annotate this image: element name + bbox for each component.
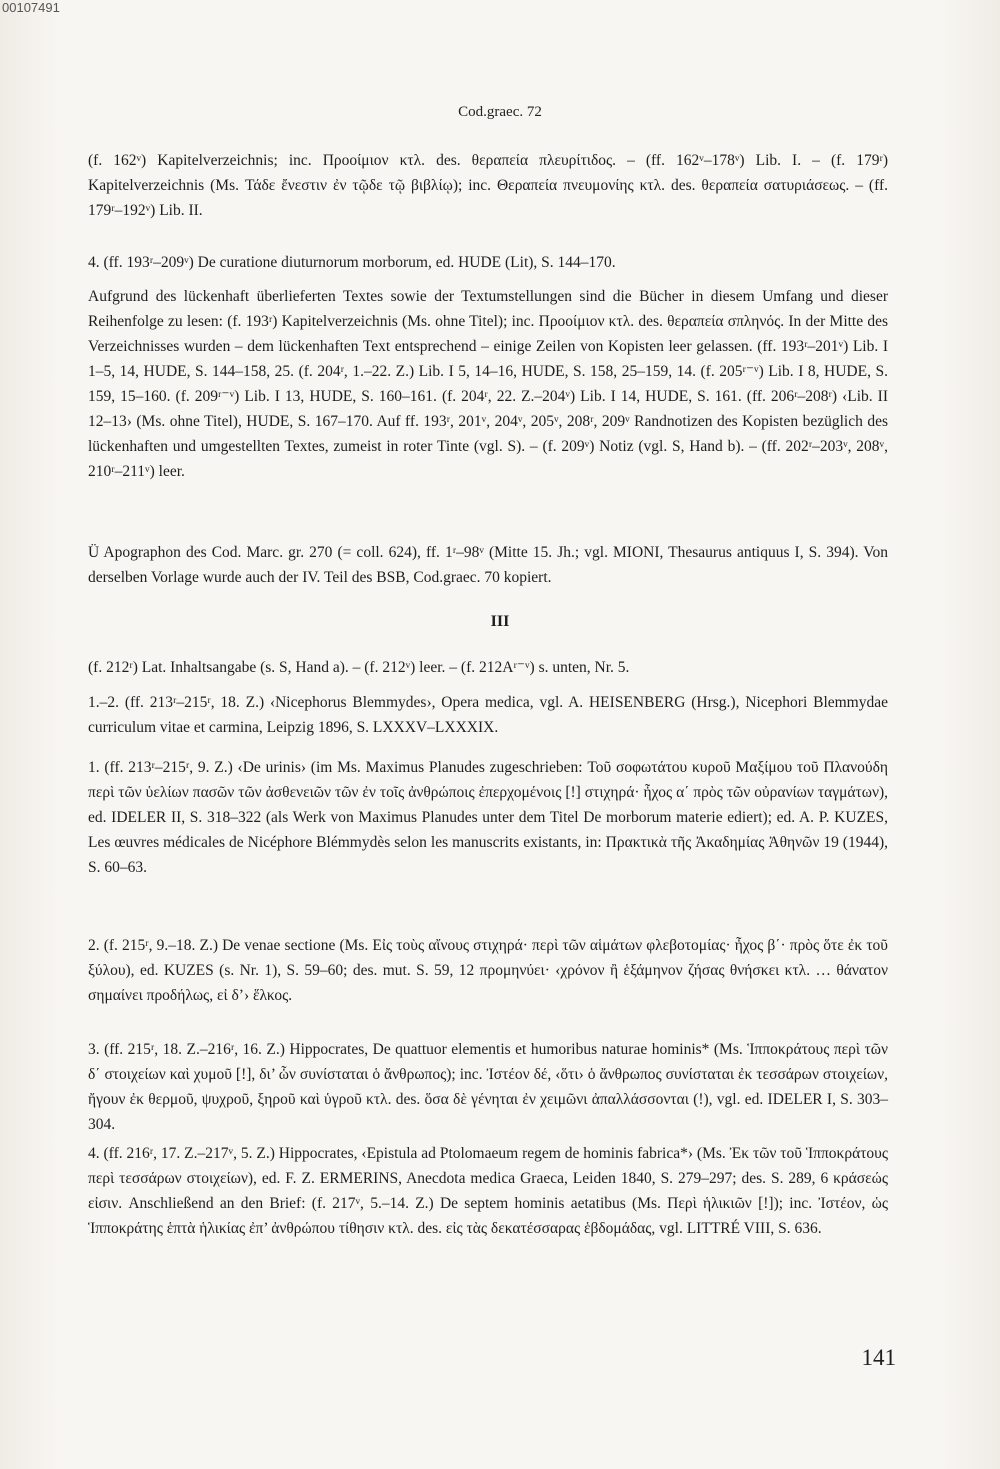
paragraph-hippocrates-epistula: 4. (ff. 216ʳ, 17. Z.–217ᵛ, 5. Z.) Hippocrates, ‹Epistula ad Ptolomaeum regem de hominis fabrica*› (Ms. Ἐκ τῶν τοῦ Ἱπποκράτους περὶ τεσσάρων στοιχείων), ed. F. Z. ERMERINS, Anecdota medica Graeca, Leiden 1840, S. 279–297; des. S. 289, 6 κράσεώς εἰσιν. Anschließend an den Brief: (f. 217ᵛ, 5.–14. Z.) De septem hominis aetatibus (Ms. Περὶ ἡλικιῶν [!]); inc. Ἰστέον, ὡς Ἱπποκράτης ἑπτὰ ἡλικίας ἐπ’ ἀνθρώπου τίθησιν κτλ. des. εἰς τὰς δεκατέσσαρας ἑβδομάδας, vgl. LITTRÉ VIII, S. 636.	[88, 1145, 888, 1237]
page-number: 141	[861, 1345, 896, 1370]
paragraph-hippocrates-elementis: 3. (ff. 215ʳ, 18. Z.–216ʳ, 16. Z.) Hippocrates, De quattuor elementis et humoribus naturae hominis* (Ms. Ἱπποκράτους περὶ τῶν δ΄ στοιχείων καὶ χυμοῦ [!], δι’ ὧν συνίσταται ὁ ἄνθρωπος); inc. Ἰστέον δέ, ‹ὅτι› ὁ ἄνθρωπος συνίσταται ἐκ τεσσάρων στοιχείων, ἤγουν ἐκ θερμοῦ, ψυχροῦ, ξηροῦ καὶ ὑγροῦ κτλ. des. ὅσα δὲ γένηται ἐν χειμῶνι ἀπαλλάσσονται (!), vgl. ed. IDELER I, S. 303–304.	[88, 1041, 888, 1133]
paragraph-item-4: 4. (ff. 193ʳ–209ᵛ) De curatione diuturnorum morborum, ed. HUDE (Lit), S. 144–170.	[88, 254, 616, 271]
paragraph-inhaltsangabe: (f. 212ʳ) Lat. Inhaltsangabe (s. S, Hand a). – (f. 212ᵛ) leer. – (f. 212Aʳ⁻ᵛ) s. unten, Nr. 5.	[88, 659, 630, 676]
paragraph-de-venae-sectione: 2. (f. 215ʳ, 9.–18. Z.) De venae sectione (Ms. Εἰς τοὺς αἴνους στιχηρά· περὶ τῶν αἱμάτων φλεβοτομίας· ἦχος β΄· πρὸς ὅτε ἐκ τοῦ ξύλου), ed. KUZES (s. Nr. 1), S. 59–60; des. mut. S. 59, 12 προμηνύει· ‹χρόνον ἢ ἑξάμηνον ζήσας θνήσκει κτλ. … θάνατον σημαίνει προδήλως, εἰ δ’› ἕλκος.	[88, 937, 888, 1004]
paragraph-apographon: Ü Apographon des Cod. Marc. gr. 270 (= coll. 624), ff. 1ʳ–98ᵛ (Mitte 15. Jh.; vgl. MIONI, Thesaurus antiquus I, S. 394). Von derselben Vorlage wurde auch der IV. Teil des BSB, Cod.graec. 70 kopiert.	[88, 544, 888, 586]
section-heading: III	[490, 613, 510, 630]
paragraph-de-urinis: 1. (ff. 213ʳ–215ʳ, 9. Z.) ‹De urinis› (im Ms. Maximus Planudes zugeschrieben: Τοῦ σοφωτάτου κυροῦ Μαξίμου τοῦ Πλανούδη περὶ τῶν ὑελίων πασῶν τῶν ἀσθενειῶν τῶν ἐν τοῖς ἀνθρώποις ἐπερχομένοις [!] στιχηρά· ἦχος α΄ πρὸς τῶν οὐρανίων ταγμάτων), ed. IDELER II, S. 318–322 (als Werk von Maximus Planudes unter dem Titel De morborum materie ediert); ed. A. P. KUZES, Les œuvres médicales de Nicéphore Blémmydès selon les manuscrits existants, in: Πρακτικὰ τῆς Ἀκαδημίας Ἀθηνῶν 19 (1944), S. 60–63.	[88, 759, 888, 876]
paragraph-aufgrund: Aufgrund des lückenhaft überlieferten Textes sowie der Textumstellungen sind die Bücher in diesem Umfang und dieser Reihenfolge zu lesen: (f. 193ʳ) Kapitelverzeichnis (Ms. ohne Titel); inc. Προοίμιον κτλ. des. θεραπεία σπληνός. In der Mitte des Verzeichnisses wurden – dem lückenhaften Text entsprechend – einige Zeilen von Kopisten leer gelassen. (ff. 193ʳ–201ᵛ) Lib. I 1–5, 14, HUDE, S. 144–158, 25. (f. 204ʳ, 1.–22. Z.) Lib. I 5, 14–16, HUDE, S. 158, 25–159, 14. (f. 205ʳ⁻ᵛ) Lib. I 8, HUDE, S. 159, 15–160. (f. 209ʳ⁻ᵛ) Lib. I 13, HUDE, S. 160–161. (f. 204ʳ, 22. Z.–204ᵛ) Lib. I 14, HUDE, S. 161. (ff. 206ʳ–208ʳ) ‹Lib. II 12–13› (Ms. ohne Titel), HUDE, S. 167–170. Auf ff. 193ʳ, 201ᵛ, 204ᵛ, 205ᵛ, 208ʳ, 209ᵛ Randnotizen des Kopisten bezüglich des lückenhaften und umgestellten Textes, zumeist in roter Tinte (vgl. S). – (f. 209ᵛ) Notiz (vgl. S, Hand b). – (ff. 202ʳ–203ᵛ, 208ᵛ, 210ʳ–211ᵛ) leer.	[88, 288, 888, 480]
paragraph-kapitelverzeichnis: (f. 162ᵛ) Kapitelverzeichnis; inc. Προοίμιον κτλ. des. θεραπεία πλευρίτιδος. – (ff. 162ᵛ–178ᵛ) Lib. I. – (f. 179ʳ) Kapitelverzeichnis (Ms. Τάδε ἔνεστιν ἐν τῷδε τῷ βιβλίῳ); inc. Θεραπεία πνευμονίης κτλ. des. θεραπεία σατυριάσεως. – (ff. 179ʳ–192ᵛ) Lib. II.	[88, 152, 888, 219]
paragraph-blemmydes: 1.–2. (ff. 213ʳ–215ʳ, 18. Z.) ‹Nicephorus Blemmydes›, Opera medica, vgl. A. HEISENBERG (Hrsg.), Nicephori Blemmydae curriculum vitae et carmina, Leipzig 1896, S. LXXXV–LXXXIX.	[88, 694, 888, 736]
catalog-stamp: 00107491	[2, 0, 60, 15]
running-header: Cod.graec. 72	[458, 104, 542, 120]
